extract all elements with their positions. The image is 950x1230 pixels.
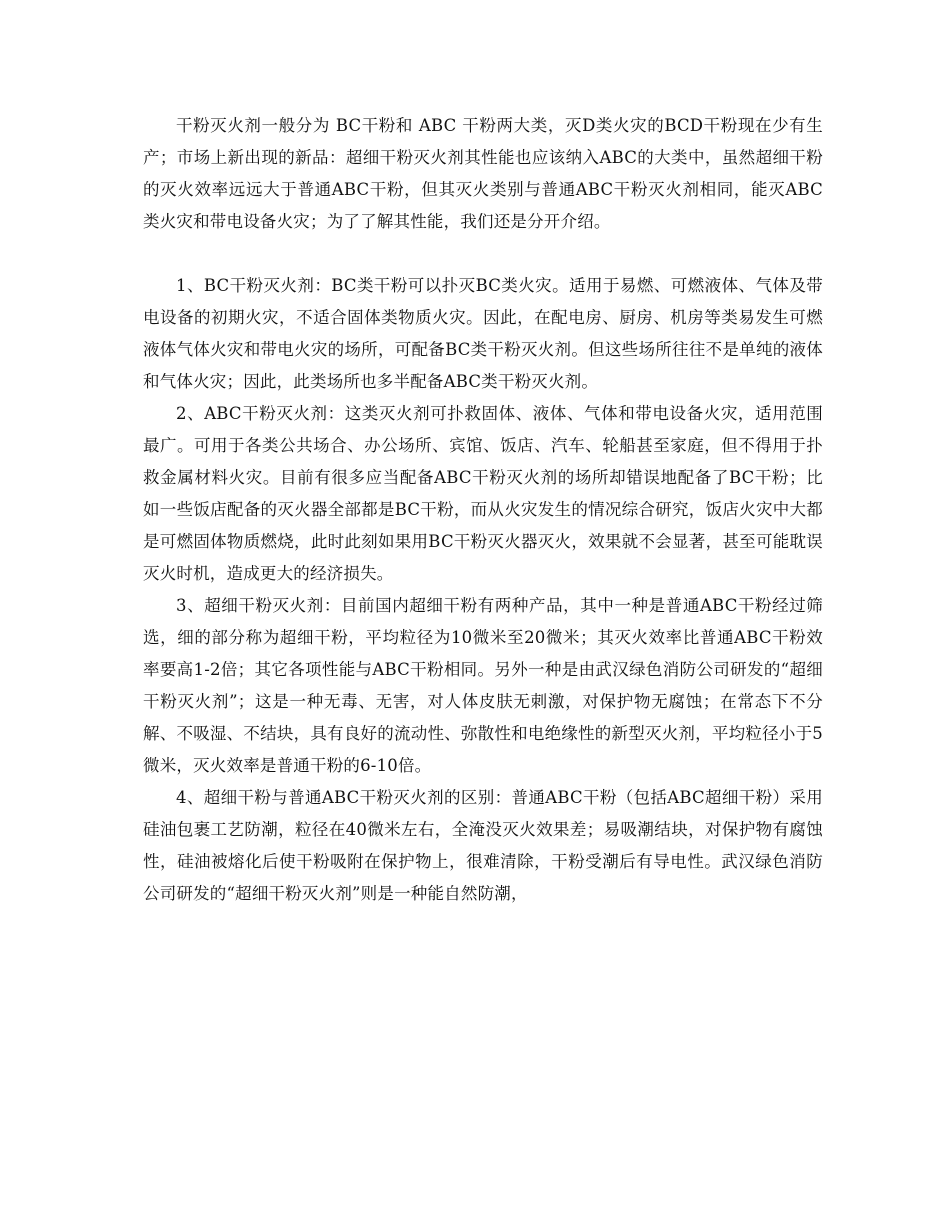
section-abc-powder: 2、ABC干粉灭火剂：这类灭火剂可扑救固体、液体、气体和带电设备火灾，适用范围最广。可用于各类公共场合、办公场所、宾馆、饭店、汽车、轮船甚至家庭，但不得用于扑救金属材料火灾。目前有很多应当配备ABC干粉灭火剂的场所却错误地配备了BC干粉；比如一些饭店配备的灭火器全部都是BC干粉，而从火灾发生的情况综合研究，饭店火灾中大都是可燃固体物质燃烧，此时此刻如果用BC干粉灭火器灭火，效果就不会显著，甚至可能耽误灭火时机，造成更大的经济损失。 [143,404,823,583]
section-bc-powder: 1、BC干粉灭火剂：BC类干粉可以扑灭BC类火灾。适用于易燃、可燃液体、气体及带电设备的初期火灾，不适合固体类物质火灾。因此，在配电房、厨房、机房等类易发生可燃液体气体火灾和带电火灾的场所，可配备BC类干粉灭火剂。但这些场所往往不是单纯的液体和气体火灾；因此，此类场所也多半配备ABC类干粉灭火剂。 [143,276,823,391]
document-page [143,110,823,910]
section-ultrafine-powder: 3、超细干粉灭火剂：目前国内超细干粉有两种产品，其中一种是普通ABC干粉经过筛选，细的部分称为超细干粉，平均粒径为10微米至20微米；其灭火效率比普通ABC干粉效率要高1-2倍；其它各项性能与ABC干粉相同。另外一种是由武汉绿色消防公司研发的“超细干粉灭火剂”；这是一种无毒、无害，对人体皮肤无刺激，对保护物无腐蚀；在常态下不分解、不吸湿、不结块，具有良好的流动性、弥散性和电绝缘性的新型灭火剂，平均粒径小于5微米，灭火效率是普通干粉的6-10倍。 [143,596,823,775]
section-difference: 4、超细干粉与普通ABC干粉灭火剂的区别：普通ABC干粉（包括ABC超细干粉）采用硅油包裹工艺防潮，粒径在40微米左右，全淹没灭火效果差；易吸潮结块，对保护物有腐蚀性，硅油被熔化后使干粉吸附在保护物上，很难清除，干粉受潮后有导电性。武汉绿色消防公司研发的“超细干粉灭火剂”则是一种能自然防潮， [143,788,823,903]
intro-paragraph: 干粉灭火剂一般分为 BC干粉和 ABC 干粉两大类，灭D类火灾的BCD干粉现在少有生产；市场上新出现的新品：超细干粉灭火剂其性能也应该纳入ABC的大类中，虽然超细干粉的灭火效率远远大于普通ABC干粉，但其灭火类别与普通ABC干粉灭火剂相同，能灭ABC类火灾和带电设备火灾；为了了解其性能，我们还是分开介绍。 [143,116,823,231]
